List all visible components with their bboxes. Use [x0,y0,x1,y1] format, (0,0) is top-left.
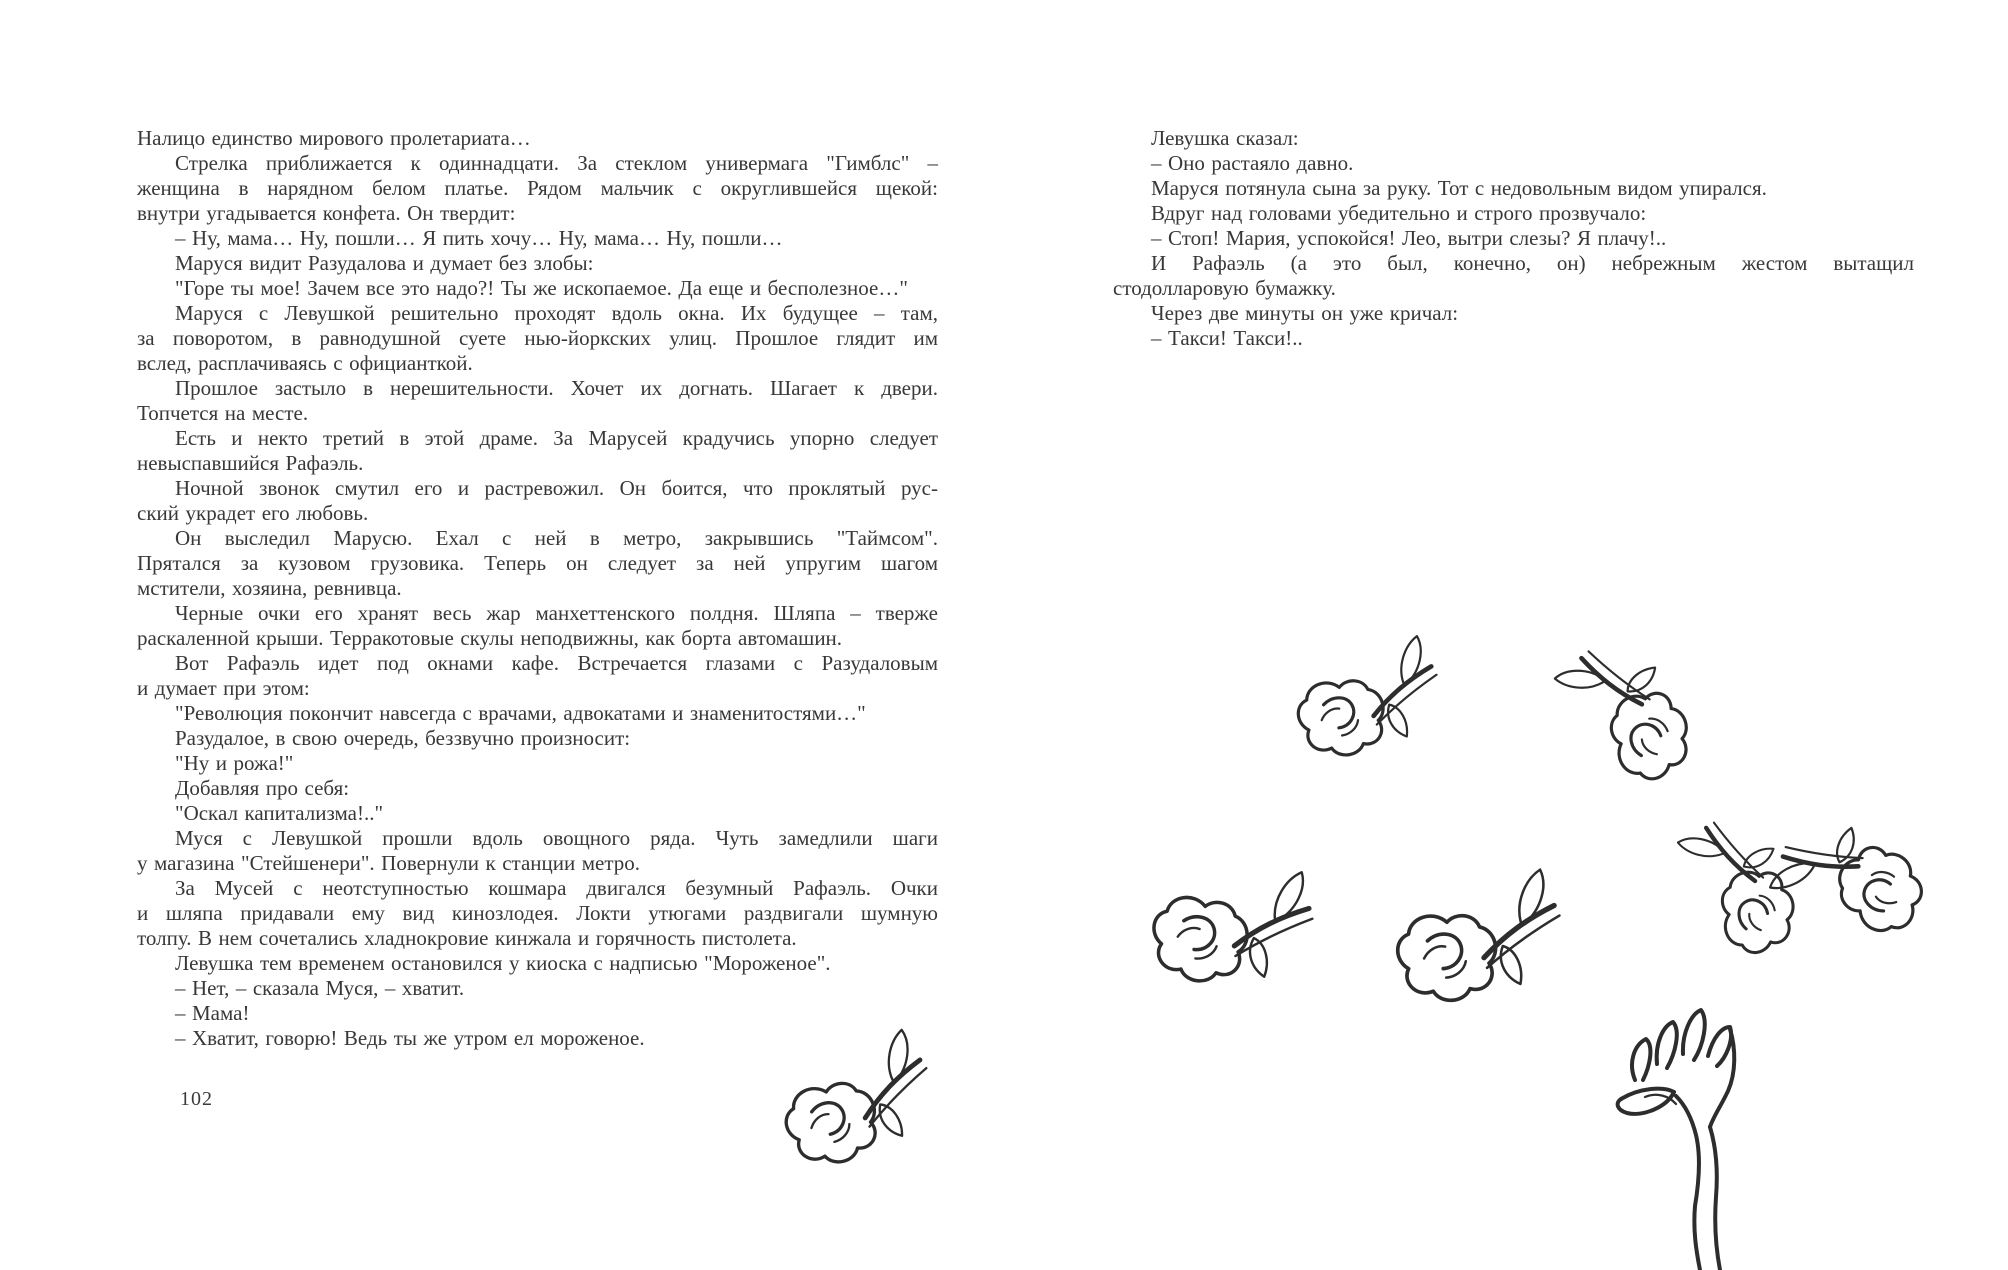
text-line: и шляпа придавали ему вид кинозлодея. Локти утюгами раздвигали шумную [137,901,938,925]
text-line: Добавляя про себя: [175,776,350,800]
text-line: – Нет, – сказала Муся, – хватит. [175,976,465,1000]
text-line: вслед, расплачиваясь с официанткой. [137,351,473,375]
text-line: "Революция покончит навсегда с врачами, адвокатами и знаменитостями…" [175,701,866,725]
text-line: Маруся с Левушкой решительно проходят вдоль окна. Их будущее – там, [175,301,938,325]
text-line: внутри угадывается конфета. Он твердит: [137,201,516,225]
text-line: "Ну и рожа!" [175,751,294,775]
text-line: стодолларовую бумажку. [1113,276,1336,300]
text-line: Есть и некто третий в этой драме. За Марусей крадучись упорно следует [175,426,938,450]
rose-illustration [1759,796,1938,970]
text-line: Прятался за кузовом грузовика. Теперь он следует за ней упругим шагом [137,551,938,575]
right-page-text [1113,126,1914,351]
open-hand-illustration [1618,1010,1735,1270]
text-line: Левушка сказал: [1151,126,1299,150]
rose-illustration [1393,869,1565,1004]
text-line: женщина в нарядном белом платье. Рядом мальчик с округлившейся щекой: [137,176,938,200]
rose-illustration [1676,812,1801,963]
text-line: Топчется на месте. [137,401,309,425]
text-line: "Оскал капитализма!.." [175,801,384,825]
text-line: Налицо единство мирового пролетариата… [137,126,531,150]
text-line: и думает при этом: [137,676,310,700]
text-line: невыспавшийся Рафаэль. [137,451,364,475]
text-line: – Ну, мама… Ну, пошли… Я пить хочу… Ну, мама… Ну, пошли… [175,226,783,250]
text-line: Ночной звонок смутил его и растревожил. Он боится, что проклятый рус- [175,476,938,500]
text-line: Левушка тем временем остановился у киоска с надписью "Мороженое". [175,951,831,975]
text-line: "Горе ты мое! Зачем все это надо?! Ты же ископаемое. Да еще и бесполезное…" [175,276,908,300]
text-line: Через две минуты он уже кричал: [1151,301,1459,325]
text-line: за поворотом, в равнодушной суете нью-йоркских улиц. Прошлое глядит им [137,326,938,350]
text-line: – Такси! Такси!.. [1151,326,1303,350]
rose-illustration [1149,858,1317,993]
text-line: – Хватит, говорю! Ведь ты же утром ел мороженое. [175,1026,645,1050]
text-line: ский украдет его любовь. [137,501,369,525]
rose-illustration [1290,634,1446,761]
text-line: Он выследил Марусю. Ехал с ней в метро, закрывшись "Таймсом". [175,526,938,550]
text-line: Стрелка приближается к одиннадцати. За стеклом универмага "Гимблс" – [175,151,938,175]
text-line: Муся с Левушкой прошли вдоль овощного ряда. Чуть замедлили шаги [175,826,938,850]
text-line: у магазина "Стейшенери". Повернули к станции метро. [137,851,641,875]
text-line: Маруся видит Разудалова и думает без злобы: [175,251,594,275]
text-line: – Оно растаяло давно. [1151,151,1354,175]
page-number: 102 [180,1088,213,1110]
text-line: За Мусей с неотступностью кошмара двигался безумный Рафаэль. Очки [175,876,938,900]
text-line: Маруся потянула сына за руку. Тот с недовольным видом упирался. [1151,176,1767,200]
left-page-text [137,126,938,1051]
text-line: Вдруг над головами убедительно и строго прозвучало: [1151,201,1647,225]
text-line: – Стоп! Мария, успокойся! Лео, вытри слезы? Я плачу!.. [1151,226,1667,250]
text-line: Черные очки его хранят весь жар манхеттенского полдня. Шляпа – тверже [175,601,938,625]
text-line: – Мама! [175,1001,250,1025]
rose-illustration [1550,628,1700,799]
text-line: толпу. В нем сочетались хладнокровие кинжала и горячность пистолета. [137,926,797,950]
text-line: мстители, хозяина, ревнивца. [137,576,402,600]
text-line: Вот Рафаэль идет под окнами кафе. Встречается глазами с Разудаловым [175,651,938,675]
text-line: Прошлое застыло в нерешительности. Хочет их догнать. Шагает к двери. [175,376,938,400]
text-line: И Рафаэль (а это был, конечно, он) небрежным жестом вытащил [1151,251,1914,275]
text-line: раскаленной крыши. Терракотовые скулы неподвижны, как борта автомашин. [137,626,843,650]
text-line: Разудалое, в свою очередь, беззвучно произносит: [175,726,631,750]
